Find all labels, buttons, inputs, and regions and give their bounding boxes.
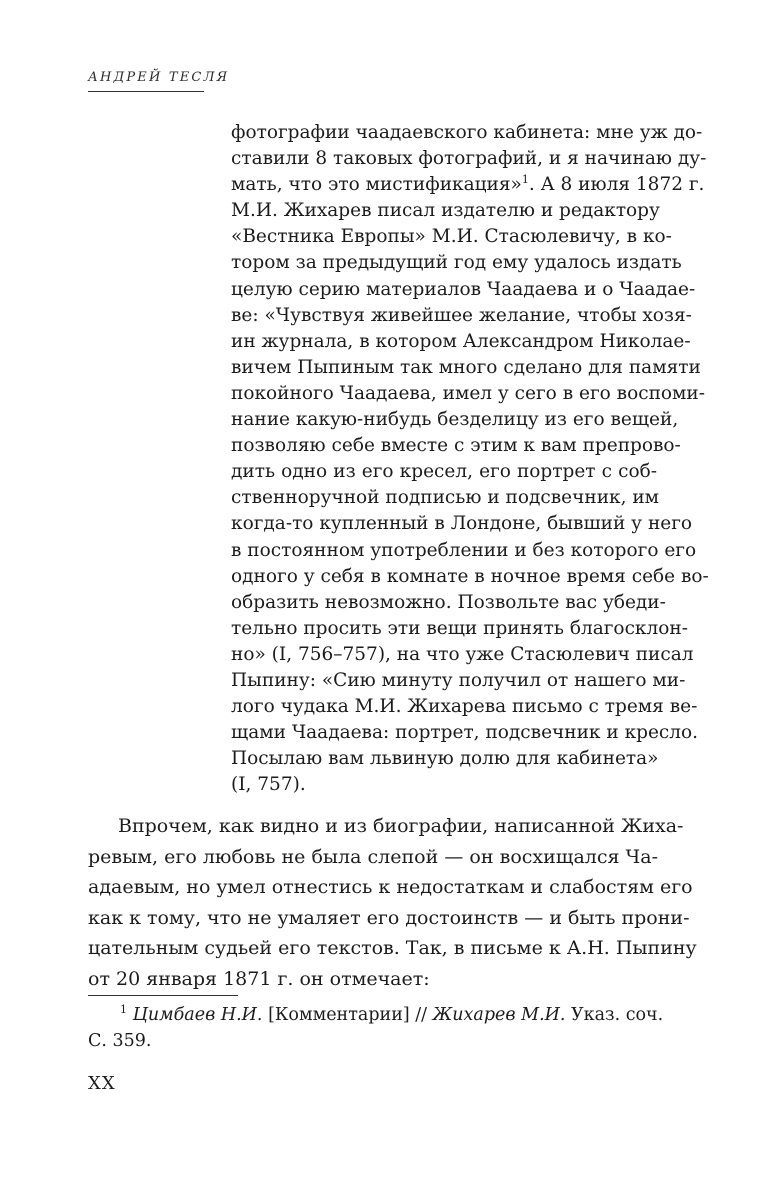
footnote-author: Цимбаев Н.И. [132,1005,263,1025]
footnote-rule [88,995,238,996]
quote-text: мать, что это мистификация» [231,174,522,196]
quote-line: тельно просить эти вещи принять благосклон- [231,617,688,639]
quote-line: образить невозможно. Позвольте вас убеди- [231,591,666,613]
quote-text: . А 8 июля 1872 г. [528,174,705,196]
quote-line: ин журнала, в котором Александром Николае- [231,330,691,352]
quote-line: Пыпину: «Сию минуту получил от нашего ми- [231,669,686,691]
quote-line: фотографии чаадаевского кабинета: мне уж до- [231,122,703,143]
running-head: АНДРЕЙ ТЕСЛЯ [88,70,230,85]
quote-line: щами Чаадаева: портрет, подсвечник и кресло. [231,722,699,744]
running-head-rule [88,91,204,92]
block-quote [231,120,709,798]
quote-line: тором за предыдущий год ему удалось издать [231,252,682,274]
body-line: адаевым, но умел отнестись к недостаткам и слабостям его [88,876,693,898]
quote-line: в постоянном употреблении и без которого его [231,539,697,561]
quote-line: ставили 8 таковых фотографий, и я начинаю ду- [231,148,707,170]
body-line: от 20 января 1871 г. он отмечает: [88,967,430,990]
quote-line [231,172,705,198]
body-paragraph [88,811,697,994]
quote-line: «Вестника Европы» М.И. Стасюлевичу, в ко- [231,226,672,248]
quote-line: нание какую-нибудь безделицу из его вещей, [231,409,679,431]
footnote [88,1002,664,1054]
quote-line: Посылаю вам львиную долю для кабинета» [231,748,659,770]
quote-line: позволяю себе вместе с этим к вам препрово- [231,435,681,457]
body-line: цательным судьей его текстов. Так, в письме к А.Н. Пыпину [88,937,697,959]
quote-line: одного у себя в комнате в ночное время себе во- [231,565,709,587]
quote-line: ве: «Чувствуя живейшее желание, чтобы хозя- [231,304,692,326]
footnote-text: [Комментарии] // [262,1005,433,1025]
quote-line: вичем Пыпиным так много сделано для памяти [231,356,701,378]
body-line: Впрочем, как видно и из биографии, написанной Жиха- [118,815,684,837]
quote-line: дить одно из его кресел, его портрет с соб- [231,461,657,483]
footnote-text: Указ. соч. [565,1005,664,1025]
body-line: как к тому, что не умаляет его достоинств — и быть прони- [88,906,690,929]
footnote-line [88,1002,664,1028]
quote-line: когда-то купленный в Лондоне, бывший у него [231,513,693,535]
body-line: ревым, его любовь не была слепой — он восхищался Ча- [88,845,658,868]
footnote-line: С. 359. [88,1031,152,1051]
footnote-reference[interactable]: 1 [521,173,529,187]
quote-line: покойного Чаадаева, имел у сего в его воспоми- [231,382,706,404]
footnote-author: Жихарев М.И. [432,1005,566,1025]
quote-line: (I, 757). [231,774,306,796]
footnote-number: 1 [120,1003,127,1017]
quote-line: лого чудака М.И. Жихарева письмо с тремя ве- [231,696,698,718]
quote-line: но» (I, 756–757), на что уже Стасюлевич писал [231,643,694,665]
quote-line: М.И. Жихарев писал издателю и редактору [231,200,660,222]
quote-line: целую серию материалов Чаадаева и о Чаадае- [231,278,696,300]
quote-line: ственноручной подписью и подсвечник, им [231,487,660,509]
page-number: XX [88,1073,116,1094]
